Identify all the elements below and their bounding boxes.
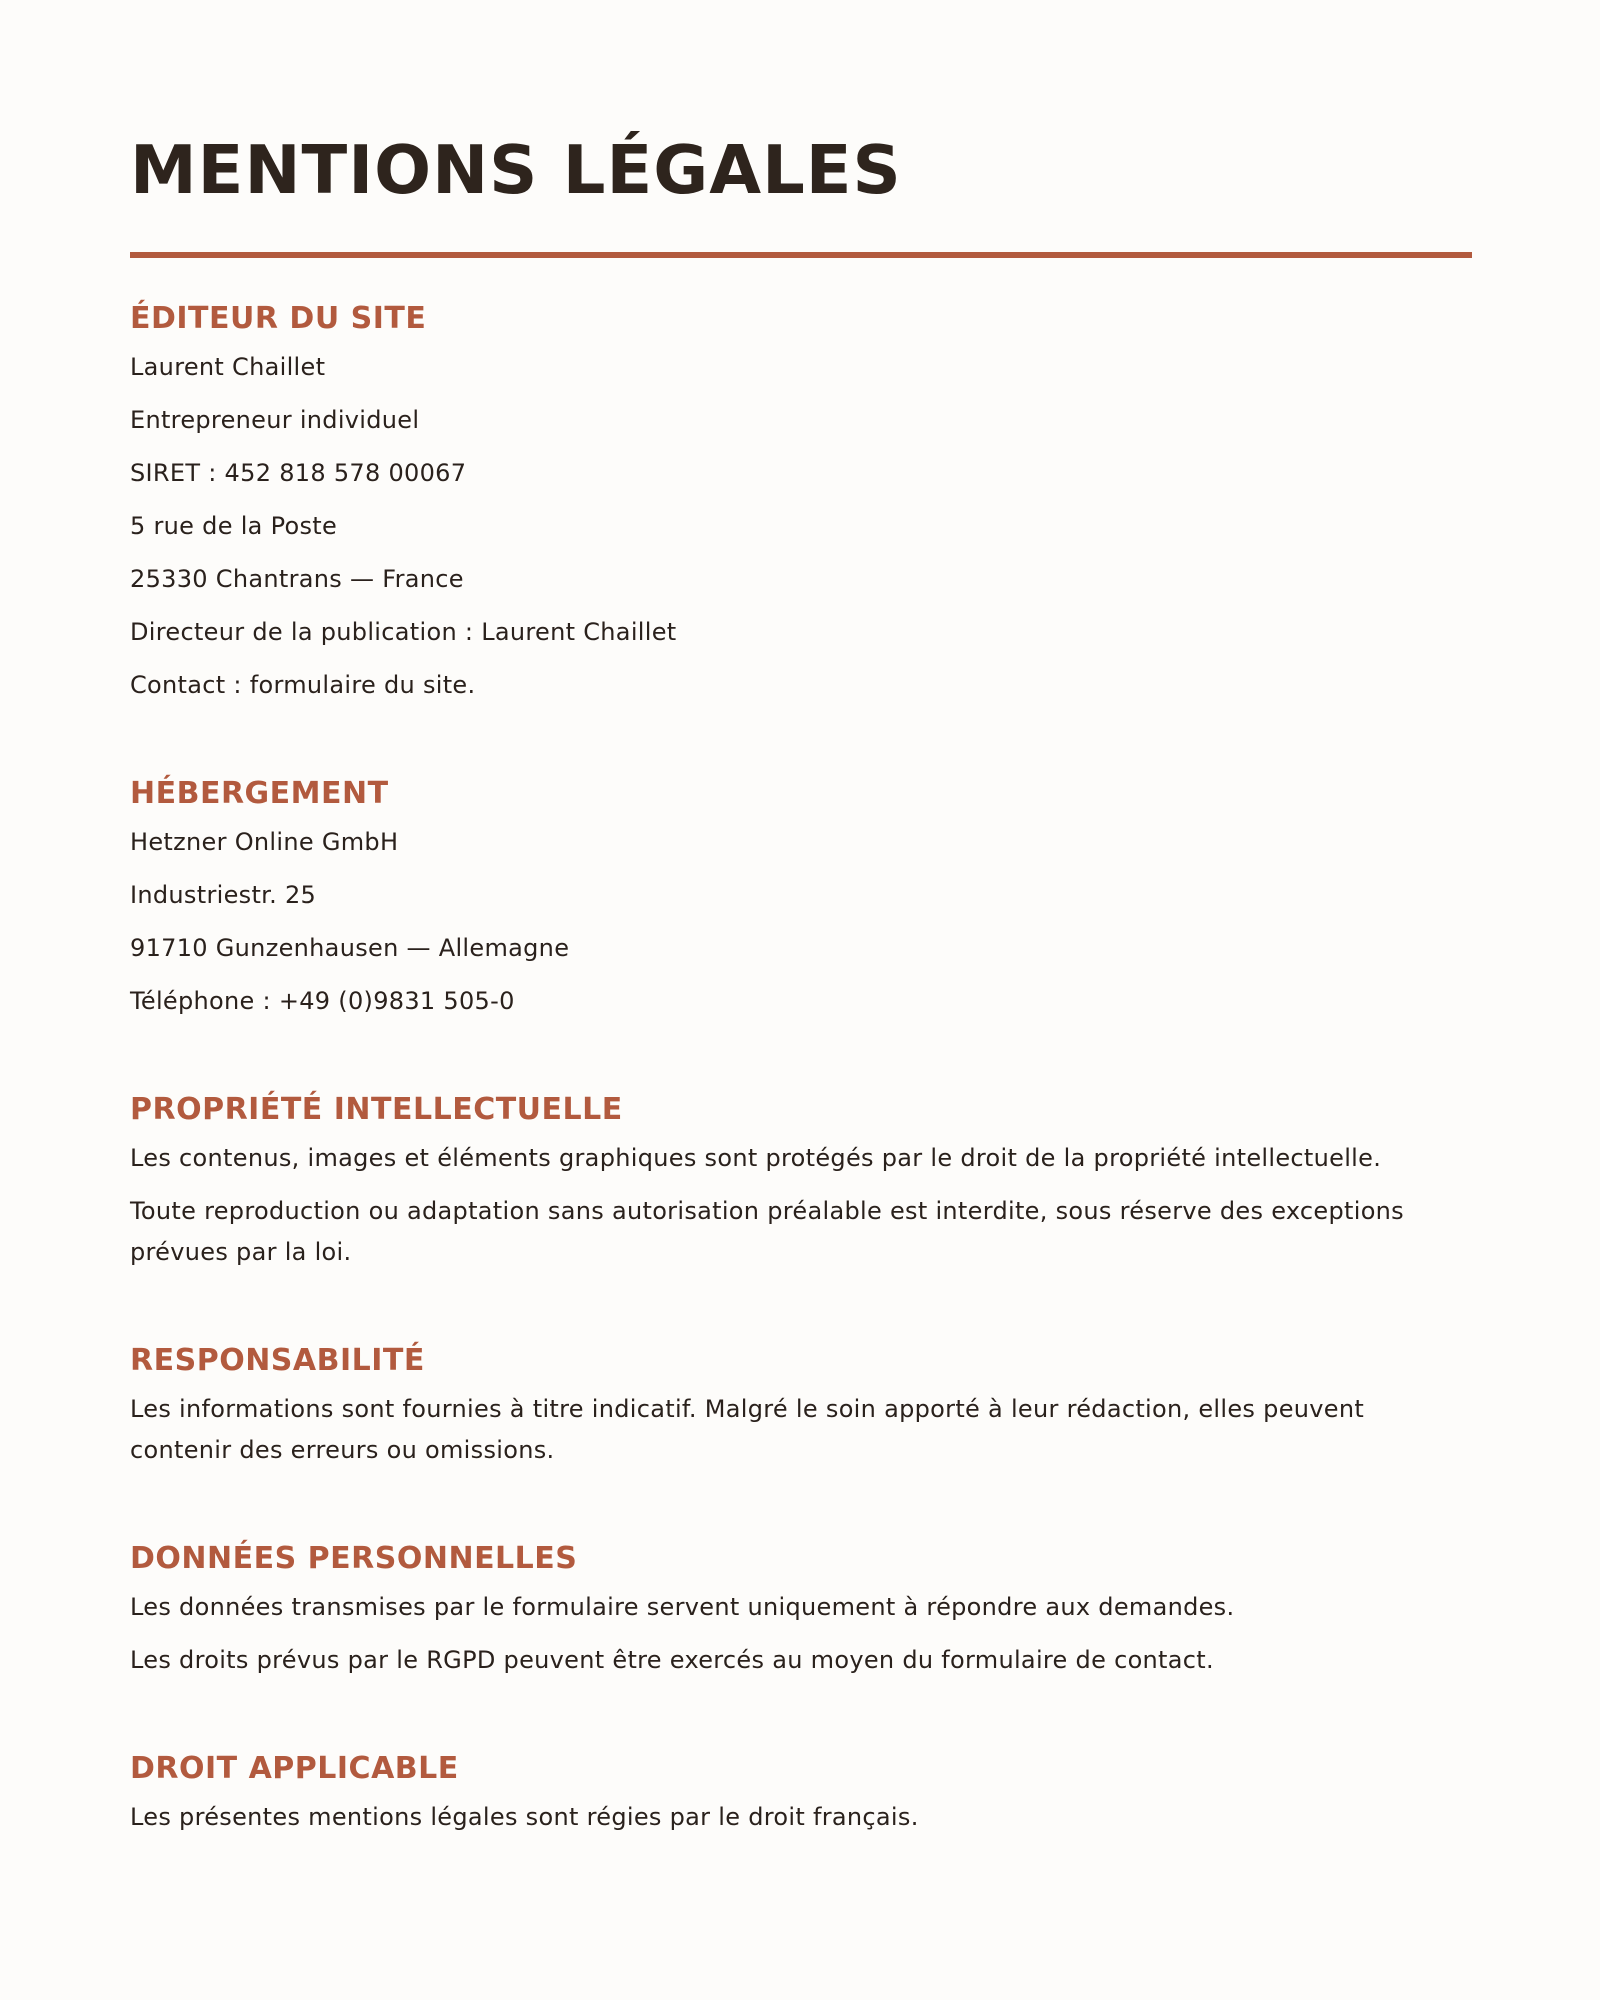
section-heading: RESPONSABILITÉ xyxy=(130,1343,425,1378)
section-site-editor xyxy=(130,299,1470,706)
editor-city: 25330 Chantrans — France xyxy=(130,565,464,593)
editor-name: Laurent Chaillet xyxy=(130,353,326,381)
paragraph: Les contenus, images et éléments graphiques sont protégés par le droit de la propriété intellectuelle. xyxy=(130,1144,1382,1172)
section-liability xyxy=(130,1341,1470,1471)
paragraph: Les données transmises par le formulaire servent uniquement à répondre aux demandes. xyxy=(130,1593,1235,1621)
section-heading: PROPRIÉTÉ INTELLECTUELLE xyxy=(130,1092,623,1127)
editor-street: 5 rue de la Poste xyxy=(130,512,338,540)
section-heading: HÉBERGEMENT xyxy=(130,776,389,811)
paragraph: Les droits prévus par le RGPD peuvent être exercés au moyen du formulaire de contact. xyxy=(130,1646,1214,1674)
host-city: 91710 Gunzenhausen — Allemagne xyxy=(130,934,570,962)
title-divider xyxy=(130,252,1472,258)
editor-status: Entrepreneur individuel xyxy=(130,406,420,434)
section-applicable-law xyxy=(130,1749,1470,1838)
host-phone: Téléphone : +49 (0)9831 505-0 xyxy=(130,987,515,1015)
editor-contact: Contact : formulaire du site. xyxy=(130,671,476,699)
section-heading: DONNÉES PERSONNELLES xyxy=(130,1541,578,1576)
paragraph: Toute reproduction ou adaptation sans autorisation préalable est interdite, sous réserve des exceptions prévues par la loi. xyxy=(130,1197,1404,1266)
editor-director: Directeur de la publication : Laurent Chaillet xyxy=(130,618,677,646)
host-name: Hetzner Online GmbH xyxy=(130,828,399,856)
paragraph: Les présentes mentions légales sont régies par le droit français. xyxy=(130,1803,919,1831)
section-personal-data xyxy=(130,1539,1470,1681)
paragraph: Les informations sont fournies à titre indicatif. Malgré le soin apporté à leur rédaction, elles peuvent contenir des erreurs ou omissions. xyxy=(130,1395,1365,1464)
section-heading: DROIT APPLICABLE xyxy=(130,1751,459,1786)
editor-siret: SIRET : 452 818 578 00067 xyxy=(130,459,467,487)
section-hosting xyxy=(130,774,1470,1022)
host-street: Industriestr. 25 xyxy=(130,881,317,909)
section-intellectual-property xyxy=(130,1090,1470,1273)
section-heading: ÉDITEUR DU SITE xyxy=(130,301,427,336)
page-title: MENTIONS LÉGALES xyxy=(130,131,902,209)
